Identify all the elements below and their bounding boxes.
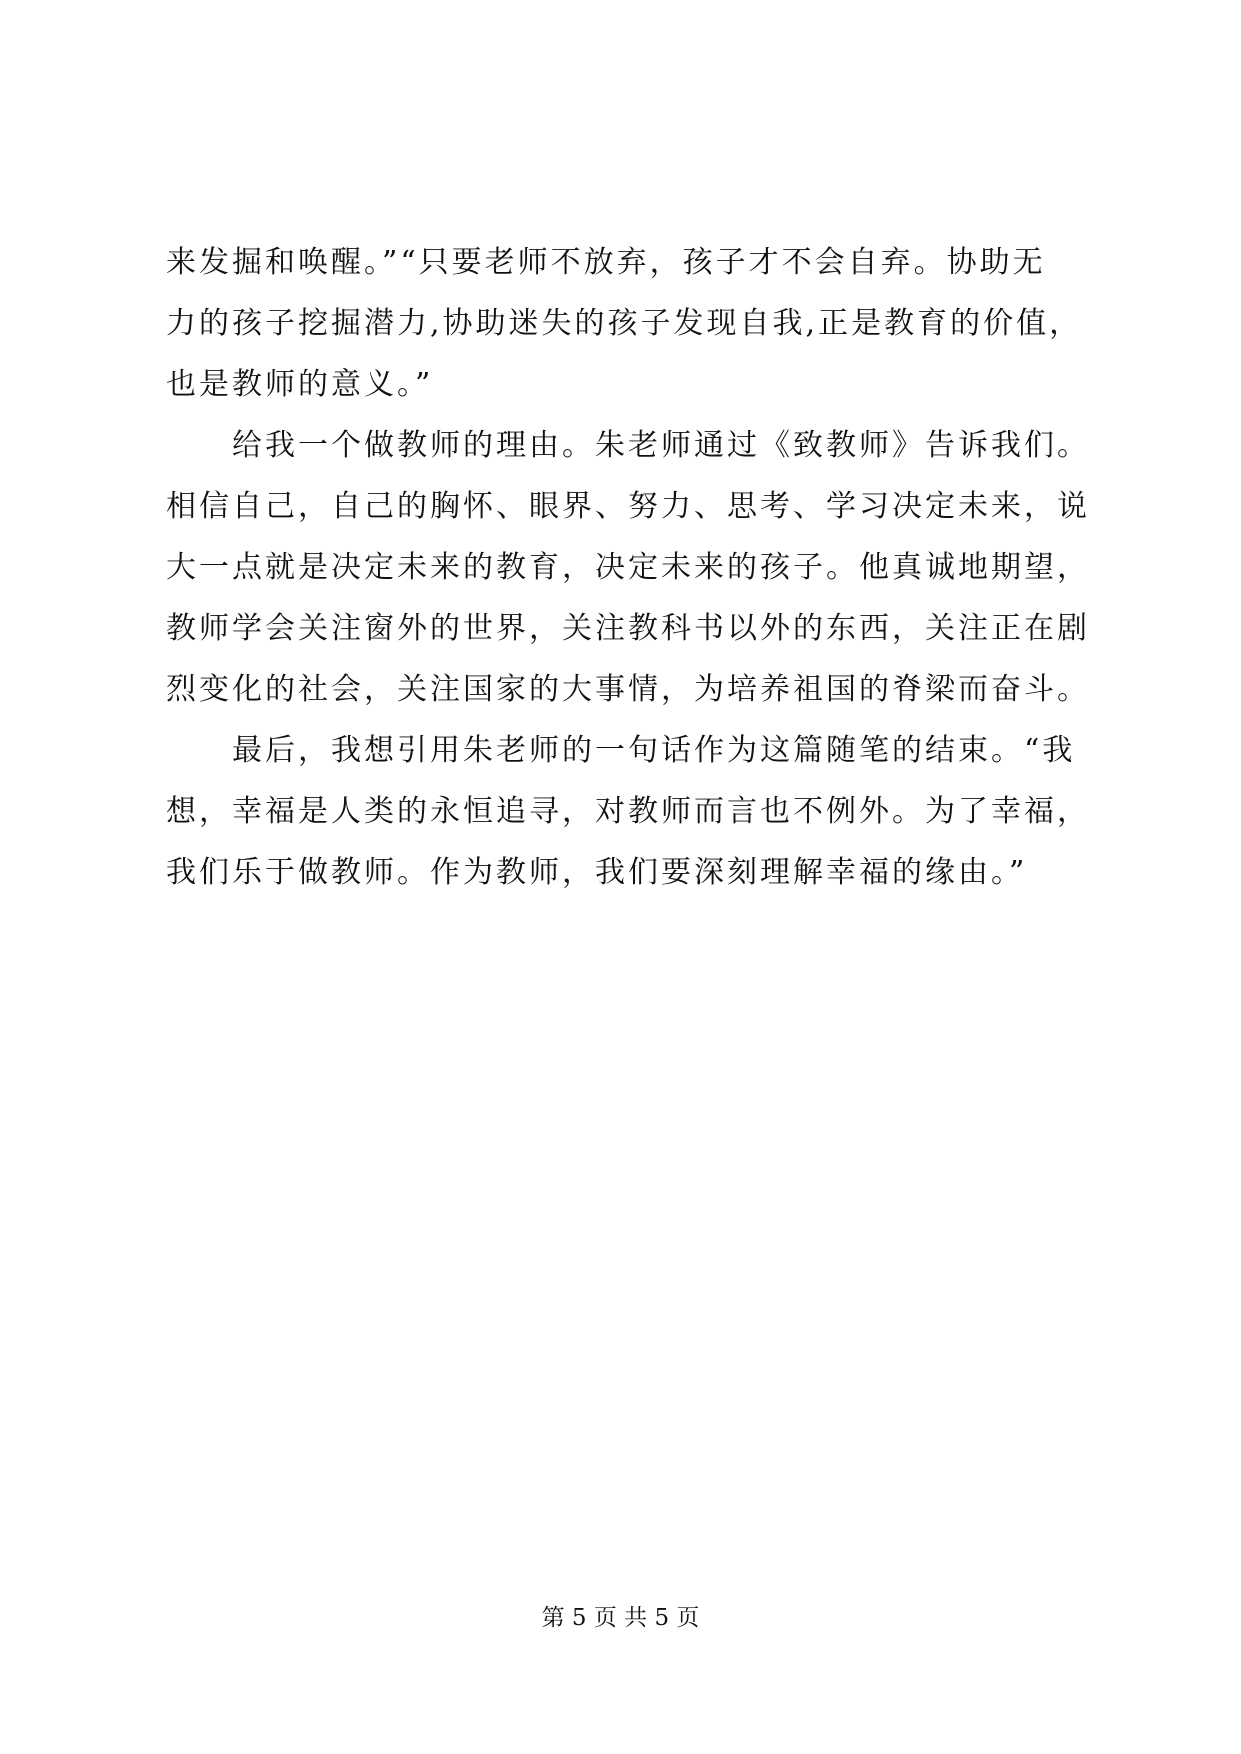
text-line: 我们乐于做教师。作为教师，我们要深刻理解幸福的缘由。”	[166, 855, 1028, 890]
text-line: 最后，我想引用朱老师的一句话作为这篇随笔的结束。“我	[166, 733, 1076, 768]
text-line: 烈变化的社会，关注国家的大事情，为培养祖国的脊梁而奋斗。	[166, 672, 1090, 707]
text-line: 大一点就是决定未来的教育，决定未来的孩子。他真诚地期望，	[166, 550, 1090, 585]
text-line: 教师学会关注窗外的世界，关注教科书以外的东西，关注正在剧	[166, 611, 1090, 646]
text-line: 力的孩子挖掘潜力,协助迷失的孩子发现自我,正是教育的价值，	[166, 306, 1083, 341]
text-line: 相信自己，自己的胸怀、眼界、努力、思考、学习决定未来，说	[166, 489, 1090, 524]
text-line: 想，幸福是人类的永恒追寻，对教师而言也不例外。为了幸福，	[166, 794, 1090, 829]
text-line: 也是教师的意义。”	[166, 367, 434, 402]
page-footer: 第 5 页 共 5 页	[541, 1605, 700, 1631]
text-line: 给我一个做教师的理由。朱老师通过《致教师》告诉我们。	[166, 428, 1090, 463]
body-text	[166, 232, 1090, 903]
text-line: 来发掘和唤醒。”“只要老师不放弃，孩子才不会自弃。协助无	[166, 245, 1046, 280]
